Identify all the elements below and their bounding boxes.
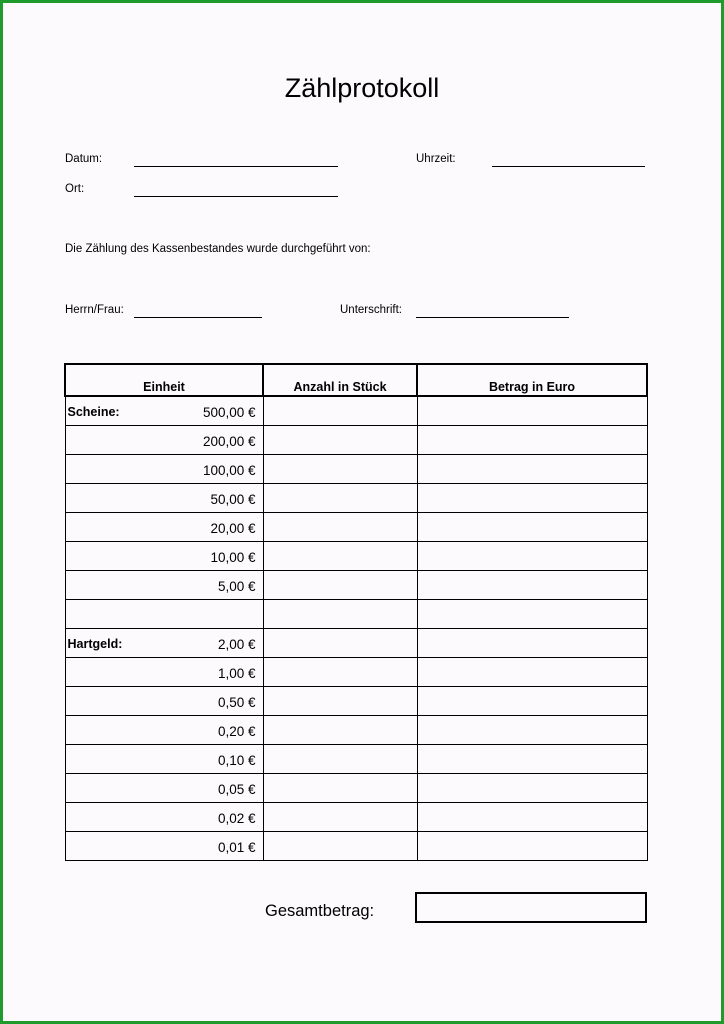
anzahl-cell[interactable] xyxy=(263,484,417,513)
datum-field[interactable] xyxy=(134,166,338,167)
counting-table xyxy=(64,363,648,861)
header-einheit: Einheit xyxy=(65,364,263,396)
anzahl-cell[interactable] xyxy=(263,832,417,861)
page-title: Zählprotokoll xyxy=(284,73,440,103)
unit-cell xyxy=(65,687,263,716)
anzahl-cell[interactable] xyxy=(263,426,417,455)
denomination-value: 0,50 € xyxy=(217,695,256,710)
unit-cell xyxy=(65,542,263,571)
anzahl-cell[interactable] xyxy=(263,396,417,426)
unterschrift-field[interactable] xyxy=(416,317,569,318)
betrag-cell[interactable] xyxy=(417,484,647,513)
unit-cell xyxy=(65,455,263,484)
datum-label: Datum: xyxy=(65,153,103,165)
table-row xyxy=(65,745,647,774)
anzahl-cell[interactable] xyxy=(263,716,417,745)
denomination-value: 10,00 € xyxy=(210,550,256,565)
betrag-cell[interactable] xyxy=(417,542,647,571)
herr-frau-field[interactable] xyxy=(134,317,262,318)
betrag-cell[interactable] xyxy=(417,426,647,455)
unit-cell xyxy=(65,426,263,455)
unit-cell xyxy=(65,629,263,658)
betrag-cell[interactable] xyxy=(417,687,647,716)
table-row xyxy=(65,658,647,687)
anzahl-cell[interactable] xyxy=(263,803,417,832)
table-row xyxy=(65,542,647,571)
betrag-cell[interactable] xyxy=(417,803,647,832)
table-row xyxy=(65,426,647,455)
anzahl-cell[interactable] xyxy=(263,774,417,803)
betrag-cell[interactable] xyxy=(417,513,647,542)
table-row xyxy=(65,803,647,832)
betrag-cell[interactable] xyxy=(417,832,647,861)
ort-label: Ort: xyxy=(65,183,85,195)
table-row xyxy=(65,687,647,716)
unit-cell xyxy=(65,716,263,745)
table-row xyxy=(65,832,647,861)
anzahl-cell[interactable] xyxy=(263,571,417,600)
denomination-value: 5,00 € xyxy=(217,579,256,594)
table-row xyxy=(65,513,647,542)
ort-field[interactable] xyxy=(134,196,338,197)
unit-cell xyxy=(65,658,263,687)
denomination-value: 20,00 € xyxy=(210,521,256,536)
table-row xyxy=(65,774,647,803)
denomination-value: 2,00 € xyxy=(217,637,256,652)
denomination-value: 100,00 € xyxy=(202,463,256,478)
uhrzeit-field[interactable] xyxy=(492,166,645,167)
betrag-cell[interactable] xyxy=(417,658,647,687)
table-row xyxy=(65,629,647,658)
table-row xyxy=(65,600,647,629)
denomination-value: 200,00 € xyxy=(202,434,256,449)
uhrzeit-label: Uhrzeit: xyxy=(416,153,456,165)
header-betrag: Betrag in Euro xyxy=(417,364,647,396)
betrag-cell[interactable] xyxy=(417,629,647,658)
betrag-cell[interactable] xyxy=(417,571,647,600)
anzahl-cell[interactable] xyxy=(263,542,417,571)
unit-cell xyxy=(65,803,263,832)
anzahl-cell[interactable] xyxy=(263,513,417,542)
anzahl-cell[interactable] xyxy=(263,629,417,658)
table-row xyxy=(65,716,647,745)
betrag-cell[interactable] xyxy=(417,396,647,426)
denomination-value: 500,00 € xyxy=(202,405,256,420)
anzahl-cell[interactable] xyxy=(263,687,417,716)
unit-cell xyxy=(65,513,263,542)
unit-cell xyxy=(65,774,263,803)
anzahl-cell[interactable] xyxy=(263,600,417,629)
unit-cell xyxy=(65,745,263,774)
denomination-value: 0,05 € xyxy=(217,782,256,797)
table-header-row xyxy=(65,364,647,396)
betrag-cell[interactable] xyxy=(417,774,647,803)
table-row xyxy=(65,455,647,484)
total-field[interactable] xyxy=(415,892,647,923)
unit-cell xyxy=(65,571,263,600)
unit-cell xyxy=(65,484,263,513)
denomination-value: 0,01 € xyxy=(217,840,256,855)
category-label: Hartgeld: xyxy=(67,637,123,651)
betrag-cell[interactable] xyxy=(417,745,647,774)
table-row xyxy=(65,396,647,426)
betrag-cell[interactable] xyxy=(417,455,647,484)
denomination-value: 1,00 € xyxy=(217,666,256,681)
statement-text: Die Zählung des Kassenbestandes wurde durchgeführt von: xyxy=(65,243,371,255)
header-anzahl: Anzahl in Stück xyxy=(263,364,417,396)
anzahl-cell[interactable] xyxy=(263,455,417,484)
betrag-cell[interactable] xyxy=(417,716,647,745)
table-row xyxy=(65,571,647,600)
denomination-value: 0,10 € xyxy=(217,753,256,768)
anzahl-cell[interactable] xyxy=(263,658,417,687)
unit-cell xyxy=(65,396,263,426)
total-label: Gesamtbetrag: xyxy=(265,902,375,920)
table-row xyxy=(65,484,647,513)
denomination-value: 50,00 € xyxy=(210,492,256,507)
anzahl-cell[interactable] xyxy=(263,745,417,774)
denomination-value: 0,20 € xyxy=(217,724,256,739)
herr-frau-label: Herrn/Frau: xyxy=(65,304,124,316)
unterschrift-label: Unterschrift: xyxy=(340,304,402,316)
betrag-cell[interactable] xyxy=(417,600,647,629)
category-label: Scheine: xyxy=(67,405,120,419)
denomination-value: 0,02 € xyxy=(217,811,256,826)
unit-cell xyxy=(65,600,263,629)
unit-cell xyxy=(65,832,263,861)
